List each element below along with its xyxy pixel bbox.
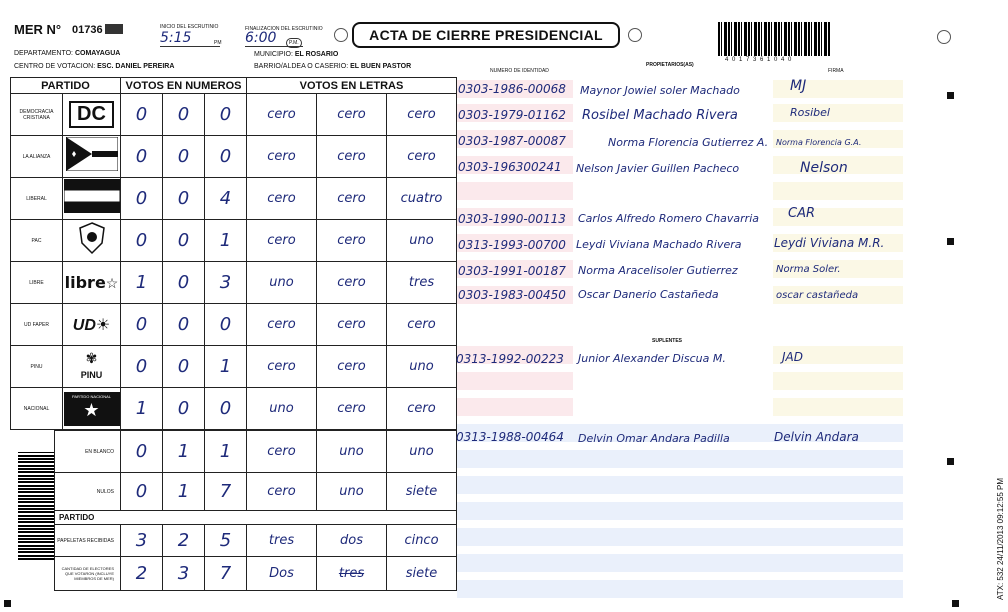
member-signature: oscar castañeda xyxy=(776,290,859,301)
page-title: ACTA DE CIERRE PRESIDENCIAL xyxy=(352,22,620,48)
summary-name: CANTIDAD DE ELECTORES QUE VOTARON (INCLUYE MIEMBROS DE MER) xyxy=(55,557,121,591)
vote-digit: 0 xyxy=(163,304,205,346)
member-signature: MJ xyxy=(790,78,807,94)
member-id: 0313-1993-00700 xyxy=(458,238,566,252)
tse-logo-icon xyxy=(105,24,123,34)
party-name: LIBERAL xyxy=(11,178,63,220)
mer-label: MER N° xyxy=(14,22,62,37)
municipio-label: MUNICIPIO: EL ROSARIO xyxy=(254,51,339,58)
vote-word: cero xyxy=(317,262,387,304)
table-row xyxy=(55,431,457,473)
vote-digit: 2 xyxy=(163,525,205,557)
summary-name: NULOS xyxy=(55,473,121,511)
vote-word: cero xyxy=(317,94,387,136)
hora-inicio-value: 5:15 xyxy=(160,30,220,47)
member-name: Carlos Alfredo Romero Chavarria xyxy=(578,212,760,225)
summary-name: PAPELETAS RECIBIDAS xyxy=(55,525,121,557)
vote-word: cero xyxy=(387,136,457,178)
footer-partido: PARTIDO xyxy=(55,511,457,525)
row-band xyxy=(773,182,903,200)
vote-word: siete xyxy=(387,557,457,591)
registration-mark xyxy=(952,600,959,607)
vote-word: cero xyxy=(247,178,317,220)
summary-name: EN BLANCO xyxy=(55,431,121,473)
member-id: 0303-1987-00087 xyxy=(458,134,566,148)
vote-word: uno xyxy=(247,262,317,304)
party-name: UD FAPER xyxy=(11,304,63,346)
hora-final-label: FINALIZACION DEL ESCRUTINIO xyxy=(245,26,323,32)
member-name: Maynor Jowiel soler Machado xyxy=(580,84,740,97)
party-name: DEMOCRACIA CRISTIANA xyxy=(11,94,63,136)
vote-digit: 0 xyxy=(121,304,163,346)
nacional-logo-icon: PARTIDO NACIONAL ★ xyxy=(63,388,121,430)
vote-digit: 1 xyxy=(205,346,247,388)
member-id: 0313-1992-00223 xyxy=(456,352,564,366)
vote-table xyxy=(10,77,457,430)
table-row xyxy=(55,473,457,511)
vote-word: cero xyxy=(317,304,387,346)
departamento-label: DEPARTAMENTO: COMAYAGUA xyxy=(14,50,121,57)
row-band xyxy=(457,398,573,416)
member-id: 0313-1988-00464 xyxy=(456,430,564,444)
party-name: LA ALIANZA xyxy=(11,136,63,178)
row-band xyxy=(773,372,903,390)
member-id: 0303-1986-00068 xyxy=(458,82,566,96)
vote-digit: 1 xyxy=(163,473,205,511)
vote-digit: 0 xyxy=(121,94,163,136)
table-row xyxy=(55,557,457,591)
hora-final-ampm: P.M. xyxy=(286,38,302,48)
transmission-stamp: ATX: 532 24/11/2013 09:12:55 PM xyxy=(996,477,1005,600)
mer-number: 01736 xyxy=(72,24,103,36)
member-name: Nelson Javier Guillen Pacheco xyxy=(576,162,740,175)
punch-hole-icon xyxy=(628,28,642,42)
member-signature: Leydi Viviana M.R. xyxy=(774,236,885,250)
vote-word: cero xyxy=(247,304,317,346)
punch-hole-icon xyxy=(334,28,348,42)
suplentes-label: SUPLENTES xyxy=(652,338,683,344)
vote-digit: 1 xyxy=(205,220,247,262)
row-band xyxy=(457,580,903,598)
vote-word: cero xyxy=(317,136,387,178)
barcode-top xyxy=(718,22,830,56)
registration-mark xyxy=(4,600,11,607)
member-signature: JAD xyxy=(782,350,803,364)
vote-word: uno xyxy=(317,431,387,473)
vote-word: siete xyxy=(387,473,457,511)
vote-digit: 1 xyxy=(163,431,205,473)
member-signature: Rosibel xyxy=(790,106,830,119)
vote-digit: 7 xyxy=(205,473,247,511)
row-band xyxy=(457,450,903,468)
table-row xyxy=(11,346,457,388)
table-row xyxy=(11,262,457,304)
row-band xyxy=(457,554,903,572)
vote-word: uno xyxy=(387,220,457,262)
party-name: PINU xyxy=(11,346,63,388)
member-name: Junior Alexander Discua M. xyxy=(578,352,726,365)
vote-word: cero xyxy=(387,388,457,430)
vote-word: cero xyxy=(317,178,387,220)
member-id: 0303-1991-00187 xyxy=(458,264,566,278)
row-band xyxy=(457,528,903,546)
summary-table xyxy=(54,430,457,591)
party-name: PAC xyxy=(11,220,63,262)
member-id: 0303-1983-00450 xyxy=(458,288,566,302)
vote-word: cuatro xyxy=(387,178,457,220)
vote-word: cero xyxy=(317,346,387,388)
row-band xyxy=(457,476,903,494)
registration-mark xyxy=(947,458,954,465)
vote-digit: 0 xyxy=(163,220,205,262)
vote-word: uno xyxy=(247,388,317,430)
vote-word: dos xyxy=(317,525,387,557)
barcode-left xyxy=(18,452,54,560)
vote-digit: 3 xyxy=(121,525,163,557)
hora-inicio-label: INICIO DEL ESCRUTINIO xyxy=(160,24,219,30)
vote-word: tres xyxy=(387,262,457,304)
member-signature: Nelson xyxy=(800,160,848,176)
vote-digit: 0 xyxy=(121,346,163,388)
vote-digit: 0 xyxy=(121,178,163,220)
vote-digit: 3 xyxy=(205,262,247,304)
party-name: NACIONAL xyxy=(11,388,63,430)
registration-mark xyxy=(947,238,954,245)
vote-word: cero xyxy=(247,220,317,262)
vote-word: Dos xyxy=(247,557,317,591)
vote-digit: 0 xyxy=(205,388,247,430)
vote-digit: 0 xyxy=(205,304,247,346)
member-id: 0303-1979-01162 xyxy=(458,108,566,122)
alianza-flag-icon xyxy=(63,136,121,178)
vote-word: cero xyxy=(247,136,317,178)
member-signature: Norma Soler. xyxy=(776,264,841,275)
member-name: Norma Aracelisoler Gutierrez xyxy=(578,264,738,277)
member-name: Rosibel Machado Rivera xyxy=(582,108,738,123)
row-band xyxy=(773,398,903,416)
party-name: LIBRE xyxy=(11,262,63,304)
member-name: Leydi Viviana Machado Rivera xyxy=(576,238,742,251)
vote-digit: 0 xyxy=(205,136,247,178)
member-name: Delvin Omar Andara Padilla xyxy=(578,432,730,445)
vote-digit: 0 xyxy=(163,346,205,388)
member-signature: Delvin Andara xyxy=(774,430,859,444)
col-propietarios: PROPIETARIOS(AS) xyxy=(646,62,694,68)
pinu-logo-icon: ✾ PINU xyxy=(63,346,121,388)
vote-word: uno xyxy=(317,473,387,511)
vote-digit: 2 xyxy=(121,557,163,591)
vote-digit: 4 xyxy=(205,178,247,220)
libre-logo-icon: libre☆ xyxy=(63,262,121,304)
vote-digit: 0 xyxy=(163,262,205,304)
row-band xyxy=(457,372,573,390)
centro-label: CENTRO DE VOTACION: ESC. DANIEL PEREIRA xyxy=(14,63,175,70)
vote-digit: 0 xyxy=(163,136,205,178)
vote-digit: 0 xyxy=(121,431,163,473)
vote-digit: 1 xyxy=(121,262,163,304)
vote-digit: 0 xyxy=(121,136,163,178)
vote-digit: 0 xyxy=(163,94,205,136)
vote-word: tres xyxy=(317,557,387,591)
barrio-label: BARRIO/ALDEA O CASERIO: EL BUEN PASTOR xyxy=(254,63,412,70)
vote-word: uno xyxy=(387,346,457,388)
col-votos-letras: VOTOS EN LETRAS xyxy=(247,78,457,94)
registration-mark xyxy=(947,92,954,99)
member-id: 0303-1990-00113 xyxy=(458,212,566,226)
member-name: Oscar Danerio Castañeda xyxy=(578,288,719,301)
table-row xyxy=(11,136,457,178)
col-identidad: NUMERO DE IDENTIDAD xyxy=(490,68,549,74)
vote-digit: 0 xyxy=(121,220,163,262)
vote-word: cero xyxy=(247,473,317,511)
barcode-top-number: 4 0 1 7 3 6 1 0 4 0 xyxy=(725,57,793,63)
member-id: 0303-196300241 xyxy=(458,160,562,174)
table-row xyxy=(11,388,457,430)
col-firma: FIRMA xyxy=(828,68,844,74)
vote-digit: 1 xyxy=(121,388,163,430)
vote-word: cinco xyxy=(387,525,457,557)
vote-word: cero xyxy=(317,220,387,262)
vote-word: tres xyxy=(247,525,317,557)
table-row xyxy=(55,511,457,525)
row-band xyxy=(457,502,903,520)
vote-word: cero xyxy=(317,388,387,430)
vote-word: uno xyxy=(387,431,457,473)
ud-logo-icon: UD☀ xyxy=(63,304,121,346)
vote-digit: 0 xyxy=(121,473,163,511)
vote-digit: 0 xyxy=(163,178,205,220)
vote-word: cero xyxy=(387,94,457,136)
row-band xyxy=(457,182,573,200)
dc-logo-icon: DC xyxy=(63,94,121,136)
liberal-flag-icon xyxy=(63,178,121,220)
table-row xyxy=(11,304,457,346)
member-signature: CAR xyxy=(788,206,816,221)
col-partido: PARTIDO xyxy=(11,78,121,94)
punch-hole-icon xyxy=(937,30,951,44)
hora-final-value: 6:00 xyxy=(245,30,303,47)
col-votos-numeros: VOTOS EN NUMEROS xyxy=(121,78,247,94)
hora-inicio-ampm: PM xyxy=(214,40,222,46)
vote-digit: 5 xyxy=(205,525,247,557)
vote-digit: 1 xyxy=(205,431,247,473)
member-name: Norma Florencia Gutierrez A. xyxy=(608,136,769,149)
vote-digit: 0 xyxy=(163,388,205,430)
pac-shield-icon xyxy=(63,220,121,262)
vote-word: cero xyxy=(387,304,457,346)
vote-digit: 3 xyxy=(163,557,205,591)
table-row xyxy=(11,94,457,136)
table-row xyxy=(11,220,457,262)
vote-digit: 7 xyxy=(205,557,247,591)
vote-word: cero xyxy=(247,94,317,136)
vote-word: cero xyxy=(247,346,317,388)
table-row xyxy=(11,178,457,220)
table-row xyxy=(55,525,457,557)
member-signature: Norma Florencia G.A. xyxy=(776,138,862,147)
vote-word: cero xyxy=(247,431,317,473)
vote-digit: 0 xyxy=(205,94,247,136)
